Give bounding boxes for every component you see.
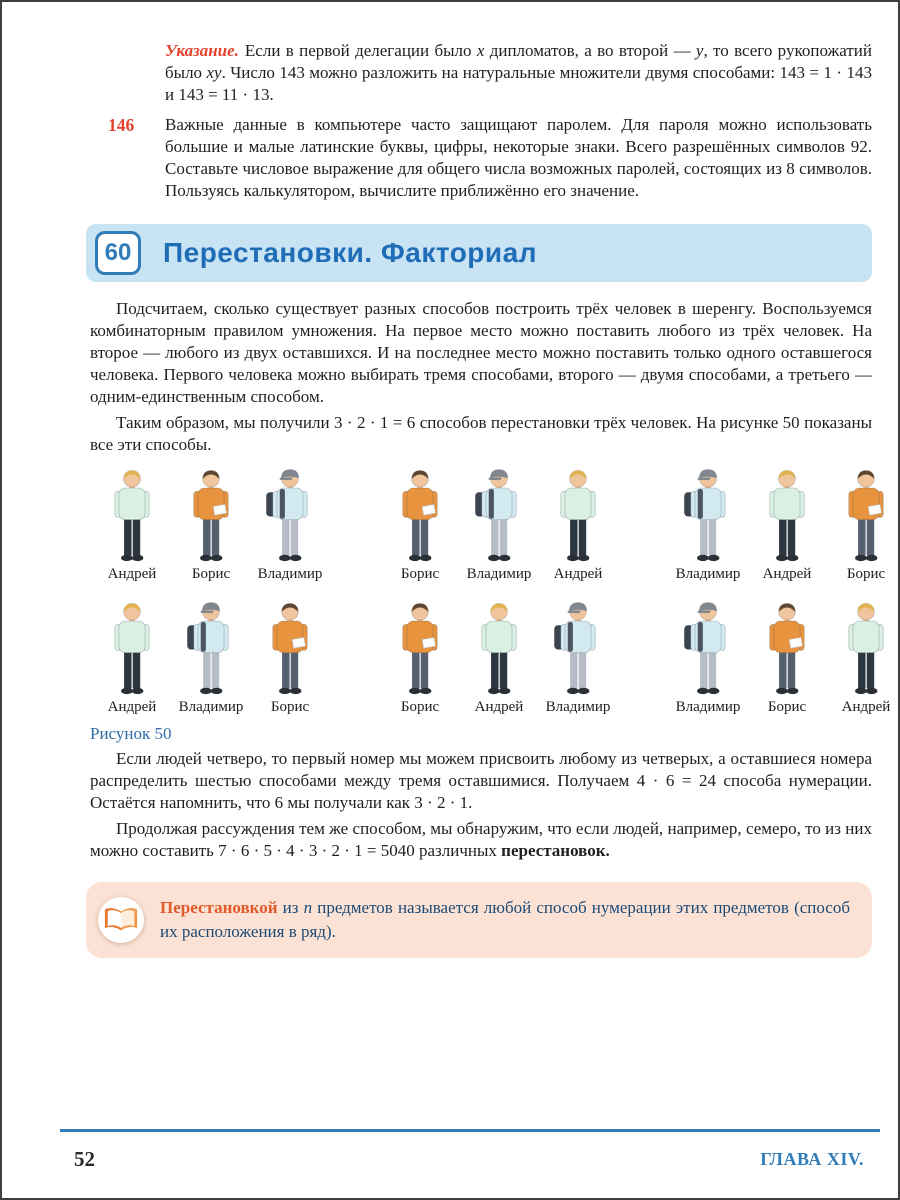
permutation-group [670, 468, 900, 583]
paragraph-lineup: Подсчитаем, сколько существует разных способов построить трёх человек в шеренгу. Воспользуемся комбинаторным правилом умножения. На первое место можно поставить любого из трёх человек. На второе — любого из двух оставшихся. И на последнее место можно поставить только одного оставшегося человека. Первого человека можно выбирать тремя способами, второго — двумя способами, а третьего — одним-единственным способом. [90, 299, 872, 406]
person-icon [260, 468, 320, 564]
text-segment: из [277, 898, 304, 917]
person-figure [173, 468, 249, 583]
person-figure [828, 601, 900, 716]
person-name-label: Борис [191, 566, 231, 582]
person-icon [181, 601, 241, 697]
person-icon [548, 601, 608, 697]
text-segment: xy [206, 63, 222, 82]
person-name-label: Андрей [107, 699, 157, 715]
problem-text: Важные данные в компьютере часто защищают паролем. Для пароля можно использовать большие и малые латинские буквы, цифры, некоторые знаки. Всего разрешённых символов 92. Составьте числовое выражение для общего числа возможных паролей, состоящих из 8 символов. Пользуясь калькулятором, вычислите приближённо его значение. [165, 115, 872, 200]
person-name-label: Владимир [545, 699, 611, 715]
permutation-group [94, 601, 328, 716]
person-name-label: Борис [846, 566, 886, 582]
person-name-label: Андрей [841, 699, 891, 715]
person-name-label: Борис [400, 699, 440, 715]
text-segment: n [303, 898, 313, 917]
text-segment: Если в первой делегации было [244, 41, 477, 60]
person-name-label: Борис [270, 699, 310, 715]
text-segment: Продолжая рассуждения тем же способом, мы обнаружим, что если людей, например, семеро, то из них можно составить 7 · 6 · 5 · 4 · 3 · 2 · 1 = 5040 различных [90, 819, 872, 860]
person-icon [757, 468, 817, 564]
person-icon [469, 601, 529, 697]
permutation-group [670, 601, 900, 716]
figure-row [94, 468, 886, 583]
person-figure [382, 601, 458, 716]
paragraph-four-people: Если людей четверо, то первый номер мы можем присвоить любому из четверых, а оставшиеся номера распределить шестью способами между тремя оставшимися. Получаем 4 · 6 = 24 способа нумерации. Остаётся напомнить, что 6 мы получали как 3 · 2 · 1. [90, 749, 872, 812]
person-figure [173, 601, 249, 716]
permutation-group [382, 468, 616, 583]
permutation-group [382, 601, 616, 716]
text-segment: дипломатов, а во второй — [484, 41, 696, 60]
page-number: 52 [74, 1147, 95, 1171]
person-figure [670, 468, 746, 583]
figure-caption: Рисунок 50 [90, 724, 172, 743]
person-figure [252, 601, 328, 716]
person-figure [670, 601, 746, 716]
person-icon [836, 601, 896, 697]
paragraph-seven-people [90, 818, 872, 862]
person-figure [461, 468, 537, 583]
footer-rule [60, 1129, 880, 1132]
problem-146 [90, 114, 872, 202]
person-figure [749, 601, 825, 716]
text-segment: , то всего рукопожатий было [165, 41, 872, 82]
permutation-group [94, 468, 328, 583]
person-icon [836, 468, 896, 564]
person-name-label: Андрей [553, 566, 603, 582]
section-number-box [95, 231, 141, 275]
person-figure [749, 468, 825, 583]
text-segment: Перестановкой [160, 898, 278, 917]
text-segment: предметов называется любой способ нумерации этих предметов (способ их расположения в ряд). [160, 898, 850, 941]
open-book-icon [98, 897, 144, 943]
person-icon [102, 468, 162, 564]
person-icon [102, 601, 162, 697]
figure-rows [94, 468, 891, 716]
definition-text [160, 896, 850, 944]
person-name-label: Борис [400, 566, 440, 582]
person-icon [469, 468, 529, 564]
figure-row [94, 601, 891, 716]
person-figure [94, 601, 170, 716]
chapter-label: ГЛАВА XIV. [760, 1149, 864, 1169]
person-icon [390, 601, 450, 697]
section-number: 60 [104, 239, 132, 266]
person-icon [678, 468, 738, 564]
person-name-label: Владимир [675, 699, 741, 715]
person-icon [181, 468, 241, 564]
definition-box [86, 882, 872, 958]
section-title: Перестановки. Факториал [163, 237, 537, 268]
person-name-label: Андрей [107, 566, 157, 582]
person-name-label: Борис [767, 699, 807, 715]
person-name-label: Владимир [257, 566, 323, 582]
section-header-band [86, 224, 872, 282]
person-figure [540, 601, 616, 716]
person-name-label: Владимир [178, 699, 244, 715]
person-figure [540, 468, 616, 583]
person-figure [94, 468, 170, 583]
person-icon [260, 601, 320, 697]
hint-paragraph [165, 40, 872, 106]
hint-text [165, 41, 872, 104]
person-name-label: Владимир [466, 566, 532, 582]
paragraph-six-ways: Таким образом, мы получили 3 · 2 · 1 = 6 способов перестановки трёх человек. На рисунке 50 показаны все эти способы. [90, 413, 872, 454]
person-name-label: Андрей [762, 566, 812, 582]
problem-number: 146 [108, 115, 135, 135]
text-segment: перестановок. [501, 841, 610, 860]
person-icon [757, 601, 817, 697]
person-figure [828, 468, 900, 583]
hint-label: Указание. [165, 41, 239, 60]
person-figure [252, 468, 328, 583]
person-name-label: Владимир [675, 566, 741, 582]
person-icon [678, 601, 738, 697]
person-name-label: Андрей [474, 699, 524, 715]
person-icon [390, 468, 450, 564]
person-figure [461, 601, 537, 716]
text-segment: x [476, 41, 485, 60]
text-segment: . Число 143 можно разложить на натуральные множители двумя способами: 143 = 1 · 143 и 143 = 11 · 13. [165, 63, 872, 104]
figure-50 [94, 468, 891, 716]
page-content [2, 2, 898, 958]
person-figure [382, 468, 458, 583]
text-segment: y [695, 41, 704, 60]
person-icon [548, 468, 608, 564]
